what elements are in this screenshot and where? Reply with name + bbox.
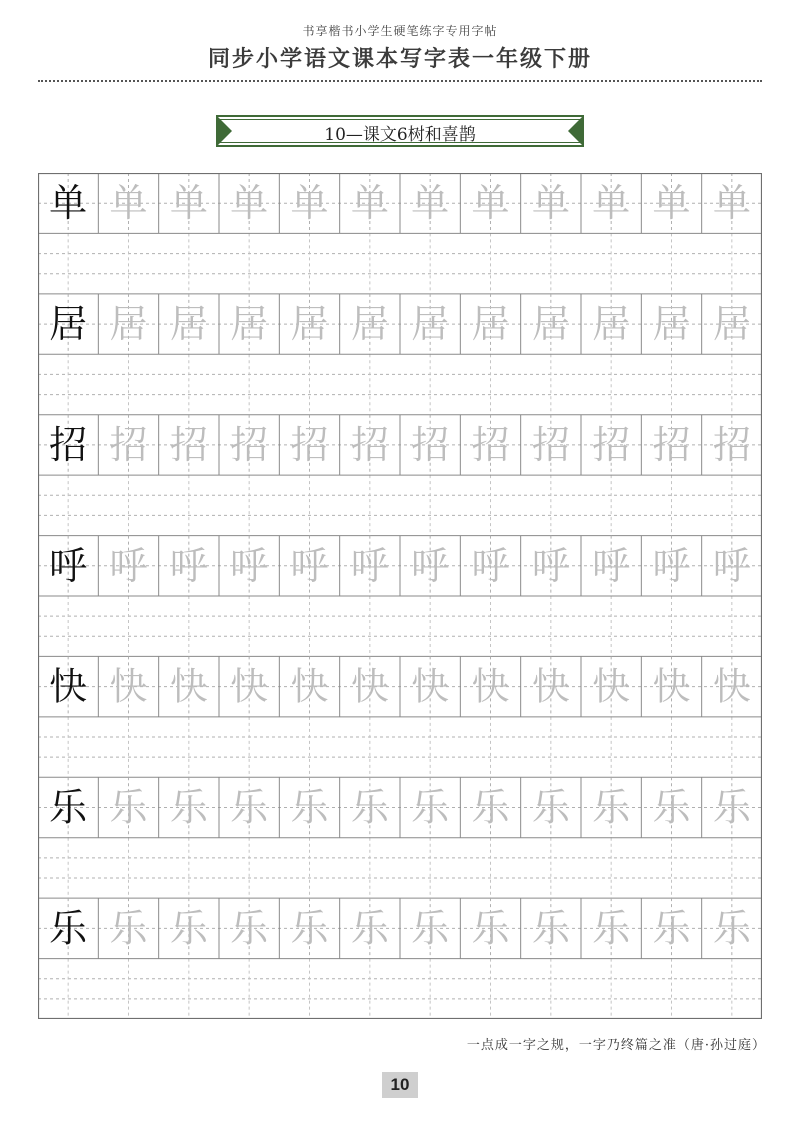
trace-character: 居 [230,302,269,347]
practice-row [38,536,762,657]
trace-character: 单 [411,181,450,226]
trace-character: 单 [109,181,148,226]
trace-character: 单 [290,181,329,226]
model-character: 乐 [49,906,88,951]
trace-character: 乐 [290,906,329,951]
model-character: 单 [49,181,88,226]
trace-character: 单 [531,181,570,226]
footer-quote: 一点成一字之规，一字乃终篇之准（唐·孙过庭） [466,1038,766,1053]
trace-character: 乐 [652,906,691,951]
practice-row [38,656,762,777]
trace-character: 乐 [411,785,450,830]
trace-character: 快 [169,664,208,709]
trace-character: 乐 [169,785,208,830]
trace-character: 乐 [592,906,631,951]
trace-character: 乐 [592,785,631,830]
model-character: 招 [49,422,88,467]
trace-character: 乐 [230,906,269,951]
trace-character: 居 [109,302,148,347]
page-title: 同步小学语文课本写字表一年级下册 [207,46,592,72]
practice-grid [38,173,762,1019]
trace-character: 呼 [411,543,450,588]
trace-character: 单 [230,181,269,226]
trace-character: 乐 [471,785,510,830]
trace-character: 居 [290,302,329,347]
model-character: 居 [49,302,88,347]
trace-character: 居 [350,302,389,347]
page-number: 10 [382,1072,418,1098]
trace-character: 呼 [712,543,751,588]
trace-character: 招 [592,422,631,467]
trace-character: 单 [471,181,510,226]
trace-character: 呼 [592,543,631,588]
trace-character: 快 [290,664,329,709]
trace-character: 居 [712,302,751,347]
trace-character: 居 [531,302,570,347]
lesson-banner [216,115,584,147]
lesson-title: 10—课文6树和喜鹊 [324,125,476,145]
trace-character: 乐 [109,906,148,951]
trace-character: 招 [652,422,691,467]
practice-row [38,173,762,294]
trace-character: 乐 [350,785,389,830]
model-character: 乐 [49,785,88,830]
practice-row [38,415,762,536]
trace-character: 招 [350,422,389,467]
practice-row [38,294,762,415]
trace-character: 快 [411,664,450,709]
title-divider [38,80,762,82]
trace-character: 居 [652,302,691,347]
trace-character: 乐 [652,785,691,830]
trace-character: 快 [471,664,510,709]
trace-character: 单 [712,181,751,226]
practice-row [38,777,762,898]
trace-character: 乐 [471,906,510,951]
trace-character: 招 [169,422,208,467]
trace-character: 快 [652,664,691,709]
trace-character: 居 [592,302,631,347]
trace-character: 单 [169,181,208,226]
model-character: 快 [49,664,88,709]
trace-character: 招 [411,422,450,467]
trace-character: 乐 [290,785,329,830]
trace-character: 快 [712,664,751,709]
trace-character: 招 [290,422,329,467]
trace-character: 呼 [290,543,329,588]
trace-character: 乐 [712,906,751,951]
trace-character: 单 [592,181,631,226]
book-subtitle: 书享楷书小学生硬笔练字专用字帖 [302,24,498,38]
trace-character: 乐 [411,906,450,951]
trace-character: 呼 [471,543,510,588]
trace-character: 招 [712,422,751,467]
trace-character: 乐 [712,785,751,830]
trace-character: 乐 [531,906,570,951]
trace-character: 居 [411,302,450,347]
trace-character: 呼 [109,543,148,588]
trace-character: 快 [230,664,269,709]
trace-character: 乐 [109,785,148,830]
trace-character: 呼 [169,543,208,588]
trace-character: 居 [169,302,208,347]
trace-character: 快 [109,664,148,709]
trace-character: 单 [652,181,691,226]
trace-character: 呼 [350,543,389,588]
trace-character: 快 [350,664,389,709]
trace-character: 呼 [531,543,570,588]
model-character: 呼 [49,543,88,588]
trace-character: 招 [230,422,269,467]
trace-character: 招 [471,422,510,467]
trace-character: 乐 [230,785,269,830]
trace-character: 快 [531,664,570,709]
trace-character: 居 [471,302,510,347]
practice-row [38,898,762,1019]
trace-character: 乐 [350,906,389,951]
trace-character: 乐 [169,906,208,951]
trace-character: 单 [350,181,389,226]
trace-character: 快 [592,664,631,709]
trace-character: 招 [531,422,570,467]
trace-character: 乐 [531,785,570,830]
trace-character: 呼 [652,543,691,588]
trace-character: 呼 [230,543,269,588]
trace-character: 招 [109,422,148,467]
